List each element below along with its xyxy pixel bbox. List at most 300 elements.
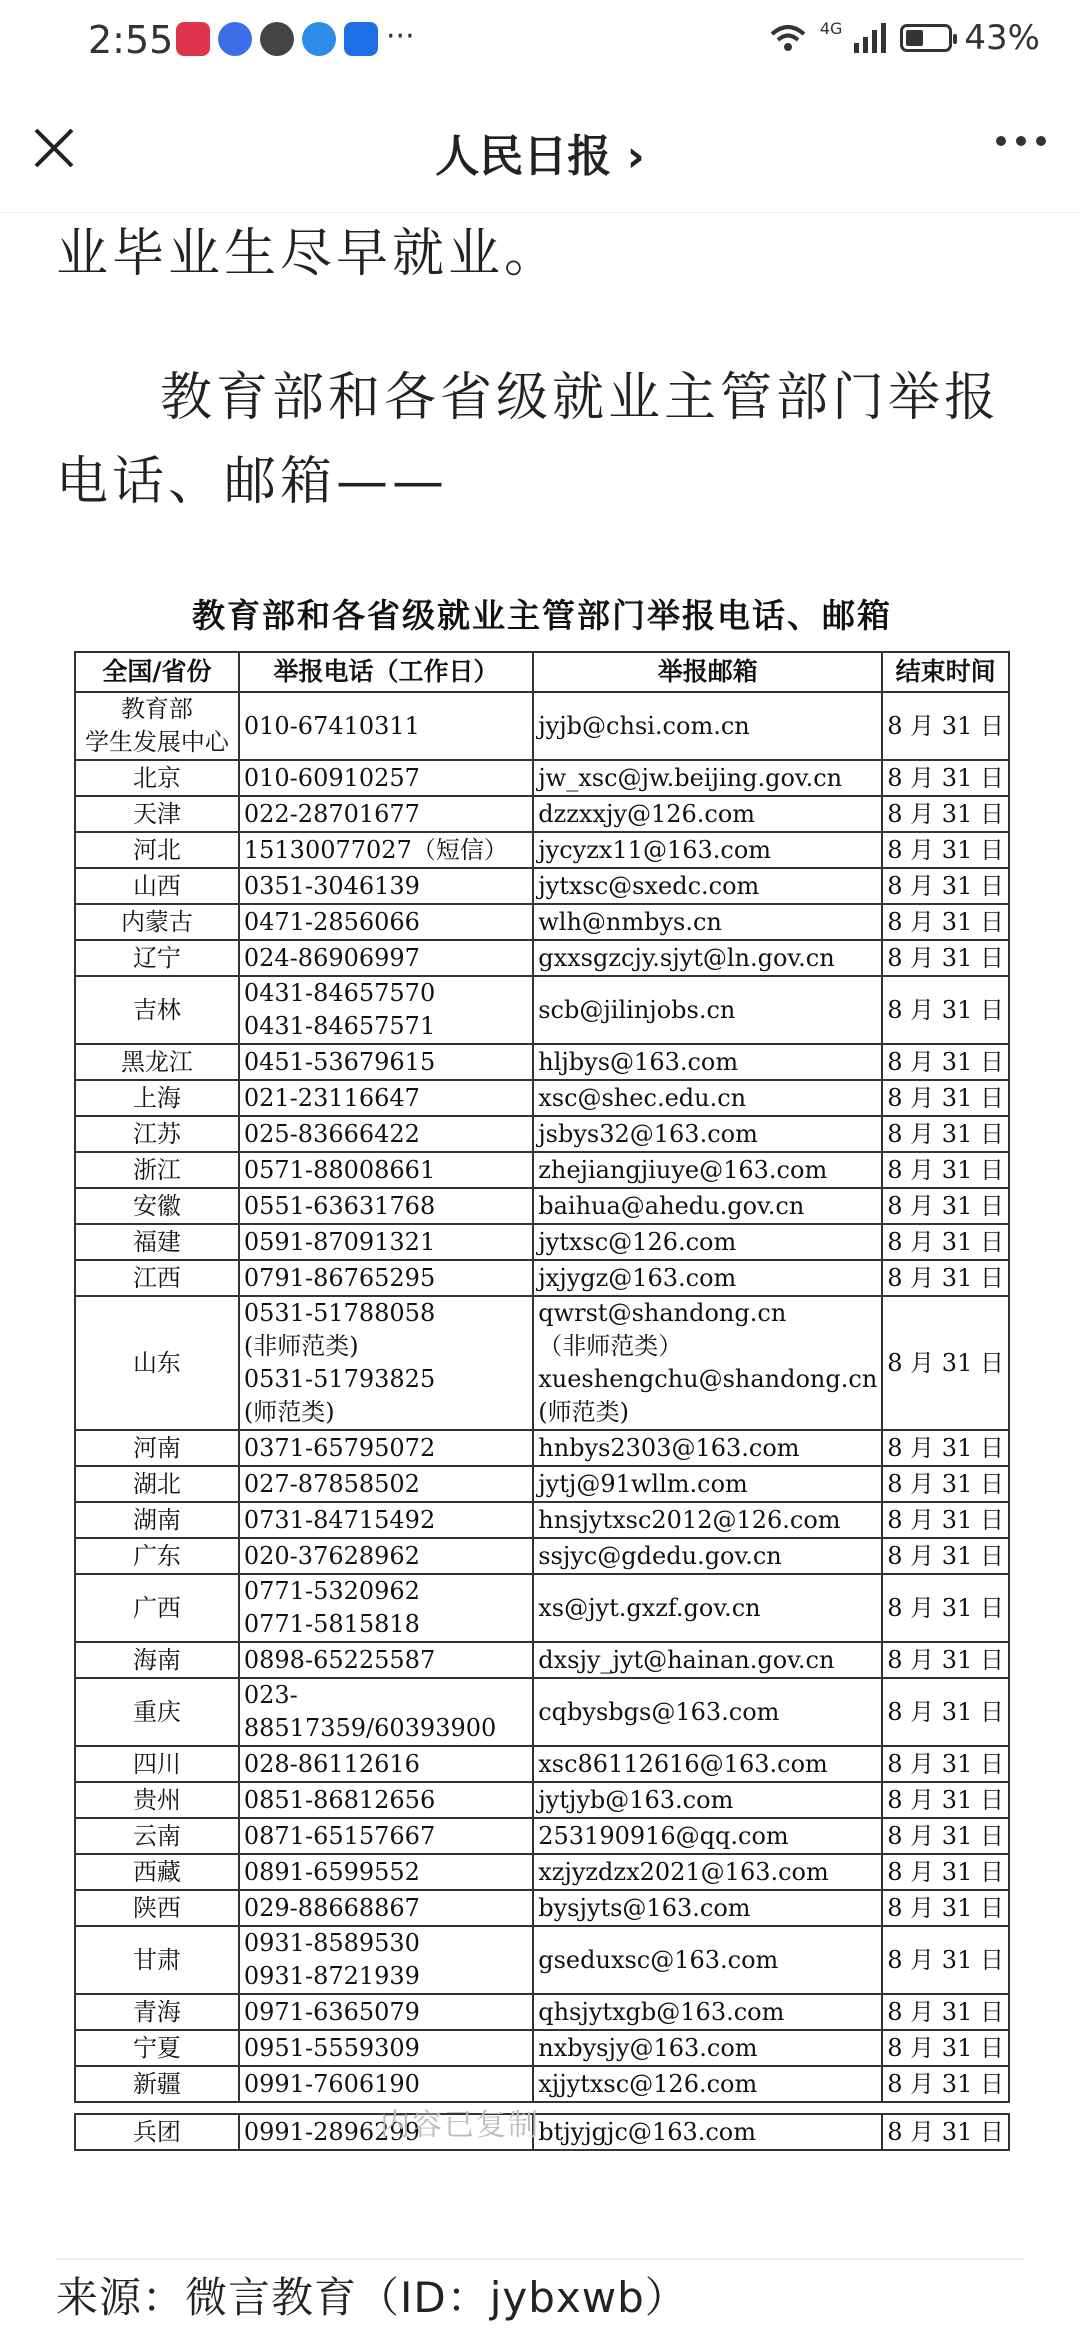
phone-cell-text: 0898-65225587	[243, 1645, 436, 1674]
region-cell	[75, 2030, 239, 2066]
end-date-cell: 8 月 31 日	[882, 1818, 1009, 1854]
region-cell	[75, 1260, 239, 1296]
email-cell-text: cqbysbgs@163.com	[538, 1697, 780, 1726]
battery-icon	[900, 24, 952, 52]
phone-cell-text: 024-86906997	[243, 943, 420, 972]
phone-cell-text: 0471-2856066	[243, 907, 420, 936]
region-cell	[75, 1818, 239, 1854]
red-book-icon	[176, 22, 210, 56]
table-row	[75, 1574, 1009, 1642]
table-row	[75, 1782, 1009, 1818]
end-date-cell: 8 月 31 日	[882, 1044, 1009, 1080]
phone-cell-text: 0771-5320962	[243, 1577, 420, 1605]
region-cell-text: 宁夏	[132, 2033, 181, 2062]
email-cell	[533, 976, 882, 1044]
end-date-cell: 8 月 31 日	[882, 1116, 1009, 1152]
status-bar	[0, 0, 1080, 84]
region-cell	[75, 1044, 239, 1080]
phone-cell-text: 022-28701677	[243, 799, 420, 828]
email-cell	[533, 692, 882, 760]
table-row	[75, 1854, 1009, 1890]
column-header: 结束时间	[882, 652, 1009, 692]
phone-cell-text: 0771-5815818	[243, 1610, 420, 1638]
phone-cell	[239, 2066, 533, 2102]
email-cell-text: bysjyts@163.com	[538, 1893, 751, 1922]
end-date-cell: 8 月 31 日	[882, 1538, 1009, 1574]
column-header: 举报邮箱	[533, 652, 882, 692]
end-date-cell: 8 月 31 日	[882, 1854, 1009, 1890]
email-cell-text: jsbys32@163.com	[538, 1119, 758, 1148]
region-cell	[75, 976, 239, 1044]
email-cell-text: xs@jyt.gxzf.gov.cn	[538, 1593, 761, 1622]
end-date-cell: 8 月 31 日	[882, 1782, 1009, 1818]
table-row	[75, 832, 1009, 868]
email-cell-text: dzzxxjy@126.com	[538, 799, 756, 828]
article-body	[56, 212, 1024, 524]
email-cell	[533, 1260, 882, 1296]
region-cell	[75, 2066, 239, 2102]
table-row	[75, 2066, 1009, 2102]
article-paragraph: 教育部和各省级就业主管部门举报电话、邮箱——	[56, 368, 1001, 512]
region-cell-text: 湖北	[132, 1469, 181, 1498]
phone-cell	[239, 1188, 533, 1224]
watermark: 内容已复制	[380, 2108, 540, 2143]
email-cell-text: scb@jilinjobs.cn	[538, 995, 736, 1024]
end-date-cell: 8 月 31 日	[882, 1188, 1009, 1224]
email-cell-text: jytjyb@163.com	[538, 1785, 734, 1814]
region-cell	[75, 760, 239, 796]
region-cell-text: 青海	[132, 1997, 181, 2026]
region-cell	[75, 1994, 239, 2030]
end-date-cell: 8 月 31 日	[882, 1678, 1009, 1746]
table-row	[75, 1116, 1009, 1152]
table-row	[75, 1994, 1009, 2030]
phone-cell	[239, 1152, 533, 1188]
email-cell-text: nxbysjy@163.com	[538, 2033, 758, 2062]
phone-cell-text: 0431-84657570	[243, 979, 436, 1007]
email-cell	[533, 2030, 882, 2066]
region-cell	[75, 1116, 239, 1152]
region-cell	[75, 1466, 239, 1502]
table-row	[75, 1818, 1009, 1854]
email-cell	[533, 1044, 882, 1080]
region-cell	[75, 1926, 239, 1994]
region-cell-text: 学生发展中心	[84, 728, 229, 756]
phone-cell-text: (非师范类)	[243, 1332, 359, 1360]
region-cell	[75, 868, 239, 904]
region-cell-text: 兵团	[132, 2117, 181, 2146]
region-cell-text: 江苏	[132, 1119, 181, 1148]
email-cell	[533, 832, 882, 868]
end-date-cell: 8 月 31 日	[882, 1746, 1009, 1782]
table-row	[75, 692, 1009, 760]
table-row	[75, 760, 1009, 796]
phone-cell-text: 010-60910257	[243, 763, 420, 792]
region-cell-text: 甘肃	[132, 1945, 181, 1974]
email-cell-text: baihua@ahedu.gov.cn	[538, 1191, 805, 1220]
end-date-cell: 8 月 31 日	[882, 940, 1009, 976]
end-date-cell: 8 月 31 日	[882, 692, 1009, 760]
table-row	[75, 1642, 1009, 1678]
end-date-cell: 8 月 31 日	[882, 796, 1009, 832]
end-date-cell: 8 月 31 日	[882, 2114, 1009, 2150]
table-row	[75, 796, 1009, 832]
table-row	[75, 1502, 1009, 1538]
phone-cell-text: 0551-63631768	[243, 1191, 436, 1220]
email-cell-text: hljbys@163.com	[538, 1047, 739, 1076]
globe-icon	[302, 22, 336, 56]
region-cell	[75, 904, 239, 940]
phone-cell	[239, 1678, 533, 1746]
region-cell-text: 安徽	[132, 1191, 181, 1220]
table-row	[75, 2030, 1009, 2066]
phone-cell-text: 023-88517359/60393900	[243, 1681, 497, 1742]
email-cell	[533, 1224, 882, 1260]
phone-cell	[239, 1994, 533, 2030]
phone-cell	[239, 1854, 533, 1890]
end-date-cell: 8 月 31 日	[882, 1430, 1009, 1466]
email-cell	[533, 1116, 882, 1152]
phone-cell-text: 0431-84657571	[243, 1012, 436, 1040]
phone-cell-text: 0991-2896299	[243, 2117, 420, 2146]
table-row	[75, 976, 1009, 1044]
email-cell	[533, 1926, 882, 1994]
region-cell	[75, 1430, 239, 1466]
end-date-cell: 8 月 31 日	[882, 1260, 1009, 1296]
email-cell-text: xsc@shec.edu.cn	[538, 1083, 747, 1112]
phone-cell-text: 020-37628962	[243, 1541, 420, 1570]
account-title-link[interactable]: 人民日报 ›	[435, 131, 645, 182]
phone-cell	[239, 1116, 533, 1152]
email-cell-text: jyjb@chsi.com.cn	[538, 711, 750, 740]
phone-cell	[239, 1430, 533, 1466]
end-date-cell: 8 月 31 日	[882, 1994, 1009, 2030]
chat-bubble-icon	[260, 22, 294, 56]
email-cell	[533, 1502, 882, 1538]
phone-cell	[239, 1538, 533, 1574]
email-cell	[533, 1642, 882, 1678]
battery-percent: 43%	[964, 18, 1040, 58]
phone-cell-text: 0531-51793825	[243, 1365, 436, 1393]
more-notifications: ···	[386, 19, 415, 54]
email-cell	[533, 1152, 882, 1188]
email-cell-text: jxjygz@163.com	[538, 1263, 737, 1292]
column-header: 举报电话（工作日）	[239, 652, 533, 692]
region-cell	[75, 1574, 239, 1642]
phone-cell	[239, 1642, 533, 1678]
region-cell-text: 贵州	[132, 1785, 181, 1814]
end-date-cell: 8 月 31 日	[882, 2030, 1009, 2066]
phone-cell-text: (师范类)	[243, 1398, 335, 1426]
end-date-cell: 8 月 31 日	[882, 1642, 1009, 1678]
phone-cell-text: 027-87858502	[243, 1469, 420, 1498]
network-label: 4G	[819, 18, 843, 38]
region-cell	[75, 1538, 239, 1574]
email-cell	[533, 760, 882, 796]
table-row	[75, 1430, 1009, 1466]
phone-cell-text: 0931-8721939	[243, 1962, 420, 1990]
email-cell-text: gseduxsc@163.com	[538, 1945, 779, 1974]
email-cell	[533, 1466, 882, 1502]
table-row	[75, 904, 1009, 940]
phone-cell-text: 15130077027（短信）	[243, 835, 508, 864]
status-time: 2:55	[88, 18, 174, 62]
region-cell-text: 河南	[132, 1433, 181, 1462]
end-date-cell: 8 月 31 日	[882, 1890, 1009, 1926]
phone-cell	[239, 1746, 533, 1782]
region-cell-text: 江西	[132, 1263, 181, 1292]
phone-cell	[239, 976, 533, 1044]
table-row	[75, 1466, 1009, 1502]
wifi-icon	[768, 22, 808, 54]
phone-cell-text: 0531-51788058	[243, 1299, 436, 1327]
region-cell-text: 重庆	[132, 1697, 181, 1726]
region-cell	[75, 1188, 239, 1224]
phone-cell-text: 028-86112616	[243, 1749, 420, 1778]
email-cell-text: xueshengchu@shandong.cn	[538, 1365, 878, 1393]
phone-cell	[239, 1502, 533, 1538]
phone-cell-text: 010-67410311	[243, 711, 420, 740]
email-cell-text: （非师范类）	[538, 1332, 683, 1360]
email-cell	[533, 1574, 882, 1642]
table-title: 教育部和各省级就业主管部门举报电话、邮箱	[192, 596, 892, 635]
email-cell-text: xzjyzdzx2021@163.com	[538, 1857, 829, 1886]
phone-cell-text: 0591-87091321	[243, 1227, 436, 1256]
notification-icons	[176, 19, 415, 56]
region-cell-text: 陕西	[132, 1893, 181, 1922]
phone-cell-text: 0951-5559309	[243, 2033, 420, 2062]
table-row	[75, 1538, 1009, 1574]
region-cell	[75, 1678, 239, 1746]
table-row	[75, 1296, 1009, 1430]
bulb-icon	[344, 22, 378, 56]
email-cell	[533, 904, 882, 940]
email-cell	[533, 1296, 882, 1430]
region-cell-text: 北京	[132, 763, 181, 792]
end-date-cell: 8 月 31 日	[882, 1080, 1009, 1116]
end-date-cell: 8 月 31 日	[882, 1502, 1009, 1538]
email-cell-text: jycyzx11@163.com	[538, 835, 772, 864]
email-cell	[533, 1678, 882, 1746]
phone-cell-text: 0891-6599552	[243, 1857, 420, 1886]
region-cell	[75, 1890, 239, 1926]
email-cell-text: qwrst@shandong.cn	[538, 1299, 787, 1327]
phone-cell	[239, 1296, 533, 1430]
article-paragraph: 业毕业生尽早就业。	[56, 224, 561, 284]
column-header: 全国/省份	[75, 652, 239, 692]
region-cell	[75, 1224, 239, 1260]
table-row	[75, 1224, 1009, 1260]
region-cell-text: 吉林	[132, 995, 181, 1024]
phone-cell-text: 0871-65157667	[243, 1821, 436, 1850]
region-cell-text: 新疆	[132, 2069, 181, 2098]
region-cell	[75, 692, 239, 760]
end-date-cell: 8 月 31 日	[882, 1152, 1009, 1188]
source-credit: 来源：微言教育（ID：jybxwb）	[56, 2273, 688, 2322]
region-cell	[75, 1746, 239, 1782]
phone-cell-text: 025-83666422	[243, 1119, 420, 1148]
end-date-cell: 8 月 31 日	[882, 976, 1009, 1044]
phone-cell	[239, 1574, 533, 1642]
report-contact-table-image	[74, 590, 1010, 2151]
phone-cell	[239, 1818, 533, 1854]
phone-cell	[239, 940, 533, 976]
phone-cell	[239, 1782, 533, 1818]
phone-cell	[239, 1466, 533, 1502]
phone-cell-text: 0851-86812656	[243, 1785, 436, 1814]
region-cell	[75, 1296, 239, 1430]
phone-cell	[239, 1080, 533, 1116]
email-cell-text: ssjyc@gdedu.gov.cn	[538, 1541, 782, 1570]
phone-cell	[239, 832, 533, 868]
email-cell	[533, 2114, 882, 2150]
phone-cell	[239, 796, 533, 832]
end-date-cell: 8 月 31 日	[882, 868, 1009, 904]
region-cell	[75, 1782, 239, 1818]
email-cell	[533, 1782, 882, 1818]
end-date-cell: 8 月 31 日	[882, 2066, 1009, 2102]
end-date-cell: 8 月 31 日	[882, 1224, 1009, 1260]
email-cell-text: 253190916@qq.com	[538, 1821, 789, 1850]
region-cell-text: 天津	[132, 799, 181, 828]
region-cell-text: 云南	[132, 1821, 181, 1850]
table-row	[75, 868, 1009, 904]
region-cell	[75, 940, 239, 976]
region-cell	[75, 1854, 239, 1890]
email-cell-text: jytxsc@sxedc.com	[538, 871, 760, 900]
email-cell-text: jw_xsc@jw.beijing.gov.cn	[538, 763, 843, 792]
region-cell	[75, 796, 239, 832]
phone-cell-text: 0931-8589530	[243, 1929, 420, 1957]
email-cell-text: dxsjy_jyt@hainan.gov.cn	[538, 1645, 835, 1674]
region-cell-text: 辽宁	[132, 943, 181, 972]
region-cell	[75, 1152, 239, 1188]
region-cell-text: 西藏	[132, 1857, 181, 1886]
email-cell-text: jytj@91wllm.com	[538, 1469, 748, 1498]
phone-cell-text: 0451-53679615	[243, 1047, 436, 1076]
table-row	[75, 1746, 1009, 1782]
region-cell	[75, 1080, 239, 1116]
region-cell	[75, 1502, 239, 1538]
email-cell	[533, 796, 882, 832]
table-row	[75, 1678, 1009, 1746]
region-cell-text: 山东	[132, 1348, 181, 1377]
email-cell	[533, 1994, 882, 2030]
phone-cell-text: 0731-84715492	[243, 1505, 436, 1534]
table-body	[75, 692, 1009, 2150]
email-cell	[533, 1746, 882, 1782]
email-cell-text: hnbys2303@163.com	[538, 1433, 800, 1462]
email-cell-text: (师范类)	[538, 1398, 629, 1426]
phone-cell-text: 0971-6365079	[243, 1997, 420, 2026]
status-right	[768, 18, 1040, 58]
phone-cell	[239, 2030, 533, 2066]
phone-cell-text: 0571-88008661	[243, 1155, 436, 1184]
contact-table	[74, 651, 1010, 2151]
table-row	[75, 1260, 1009, 1296]
end-date-cell: 8 月 31 日	[882, 1574, 1009, 1642]
region-cell-text: 山西	[132, 871, 181, 900]
region-cell-text: 内蒙古	[120, 907, 193, 936]
region-cell-text: 海南	[132, 1645, 181, 1674]
music-icon	[218, 22, 252, 56]
phone-cell	[239, 692, 533, 760]
region-cell	[75, 1642, 239, 1678]
phone-cell	[239, 1224, 533, 1260]
battery-level	[906, 30, 923, 46]
end-date-cell: 8 月 31 日	[882, 1926, 1009, 1994]
table-row	[75, 2114, 1009, 2150]
region-cell	[75, 832, 239, 868]
email-cell	[533, 2066, 882, 2102]
end-date-cell: 8 月 31 日	[882, 1466, 1009, 1502]
email-cell-text: qhsjytxgb@163.com	[538, 1997, 785, 2026]
email-cell	[533, 1188, 882, 1224]
region-cell-text: 四川	[132, 1749, 181, 1778]
end-date-cell: 8 月 31 日	[882, 832, 1009, 868]
phone-cell-text: 0351-3046139	[243, 871, 420, 900]
table-row	[75, 940, 1009, 976]
table-row	[75, 1890, 1009, 1926]
more-options-icon[interactable]	[996, 136, 1046, 146]
region-cell-text: 教育部	[120, 695, 193, 723]
email-cell	[533, 1854, 882, 1890]
phone-cell-text: 029-88668867	[243, 1893, 420, 1922]
phone-cell	[239, 1926, 533, 1994]
phone-cell-text: 0991-7606190	[243, 2069, 420, 2098]
phone-cell-text: 021-23116647	[243, 1083, 420, 1112]
email-cell-text: gxxsgzcjy.sjyt@ln.gov.cn	[538, 943, 835, 972]
phone-cell	[239, 1044, 533, 1080]
divider	[56, 2258, 1024, 2260]
email-cell	[533, 1890, 882, 1926]
phone-cell-text: 0371-65795072	[243, 1433, 436, 1462]
email-cell-text: jytxsc@126.com	[538, 1227, 737, 1256]
email-cell	[533, 1430, 882, 1466]
end-date-cell: 8 月 31 日	[882, 760, 1009, 796]
table-row	[75, 1152, 1009, 1188]
table-header-row	[75, 652, 1009, 692]
phone-cell	[239, 868, 533, 904]
email-cell	[533, 1080, 882, 1116]
email-cell-text: wlh@nmbys.cn	[538, 907, 722, 936]
signal-icon	[854, 23, 888, 53]
region-cell-text: 河北	[132, 835, 181, 864]
table-row	[75, 1080, 1009, 1116]
email-cell-text: hnsjytxsc2012@126.com	[538, 1505, 841, 1534]
table-row	[75, 1044, 1009, 1080]
email-cell-text: xsc86112616@163.com	[538, 1749, 828, 1778]
region-cell-text: 上海	[132, 1083, 181, 1112]
email-cell-text: zhejiangjiuye@163.com	[538, 1155, 828, 1184]
region-cell-text: 湖南	[132, 1505, 181, 1534]
region-cell-text: 广西	[132, 1593, 181, 1622]
end-date-cell: 8 月 31 日	[882, 1296, 1009, 1430]
phone-cell	[239, 760, 533, 796]
region-cell-text: 福建	[132, 1227, 181, 1256]
email-cell	[533, 1538, 882, 1574]
nav-bar	[0, 84, 1080, 213]
phone-cell	[239, 904, 533, 940]
region-cell-text: 广东	[132, 1541, 181, 1570]
email-cell-text: btjyjgjc@163.com	[538, 2117, 757, 2146]
table-row	[75, 1926, 1009, 1994]
phone-cell	[239, 1260, 533, 1296]
region-cell-text: 浙江	[132, 1155, 181, 1184]
end-date-cell: 8 月 31 日	[882, 904, 1009, 940]
table-row	[75, 1188, 1009, 1224]
email-cell	[533, 1818, 882, 1854]
